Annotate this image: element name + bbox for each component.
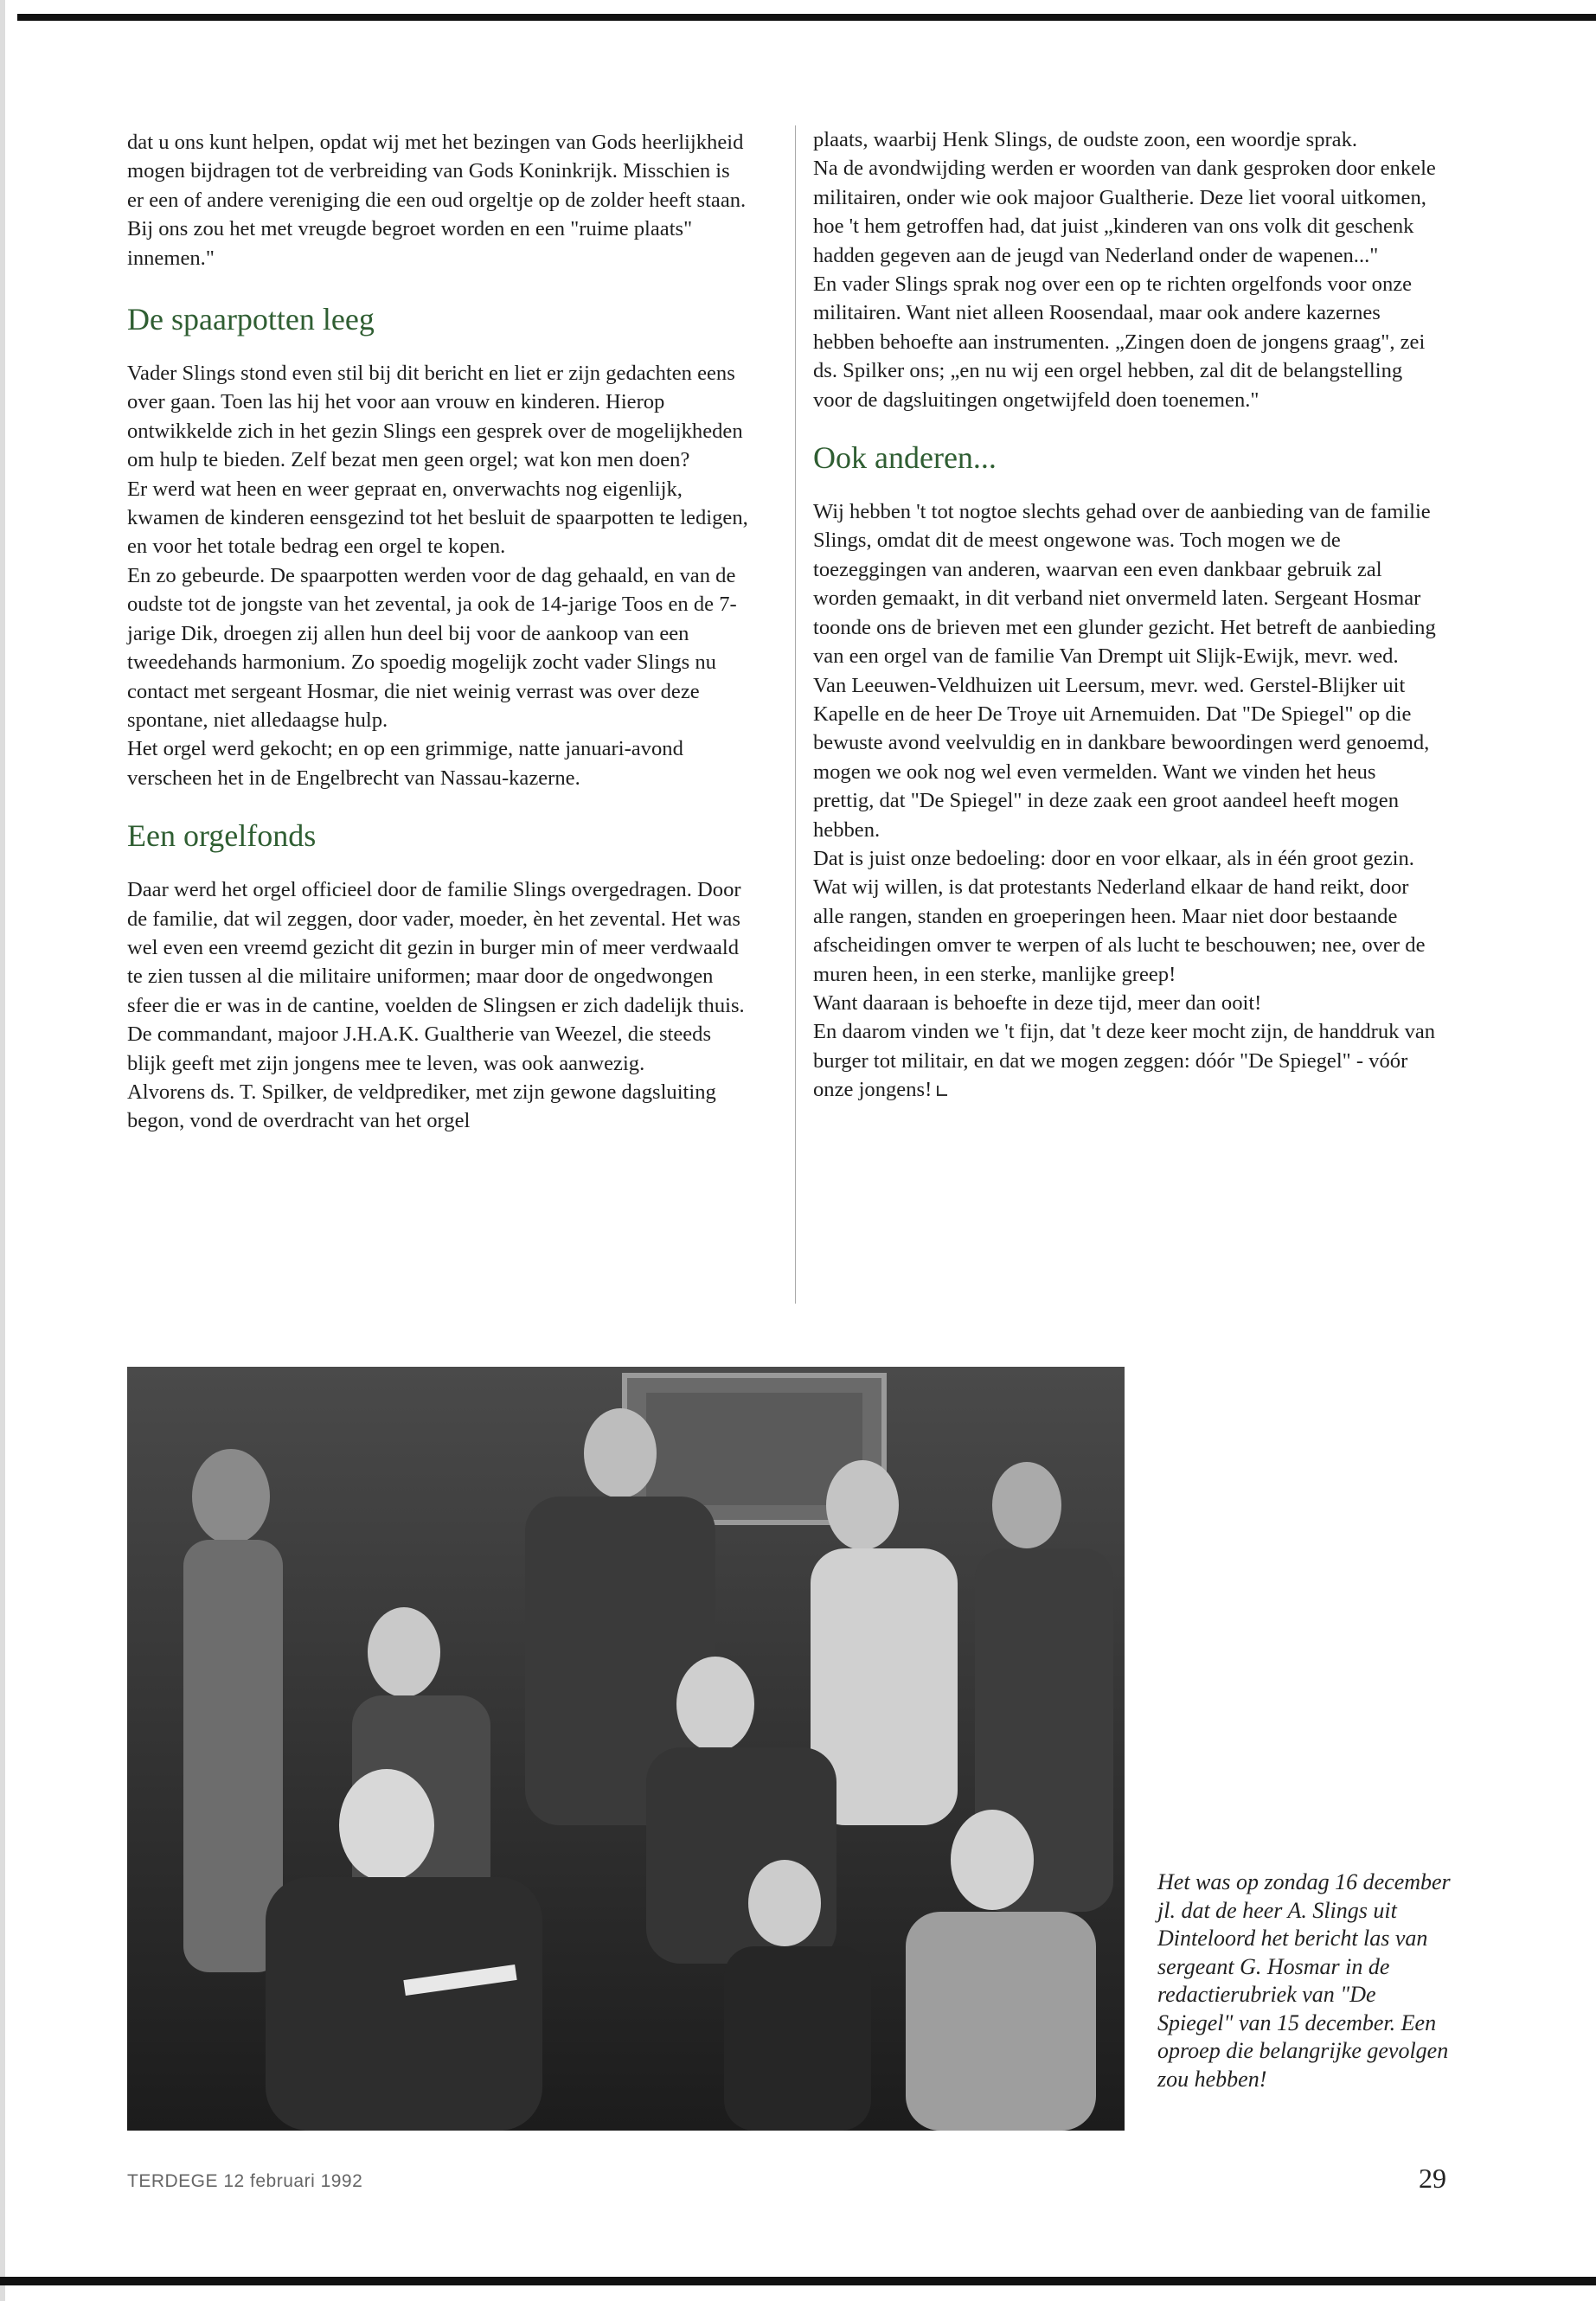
paragraph: En zo gebeurde. De spaarpotten werden voor de dag gehaald, en van de oudste tot de jongste van het zevental, ja ook de 14-jarige Toos en de 7-jarige Dik, droegen zij allen hun deel bij voor de aankoop van een tweedehands harmonium. Zo spoedig mogelijk zocht vader Slings nu contact met sergeant Hosmar, die niet weinig verrast was over deze spontane, niet alledaagse hulp. <box>127 563 737 732</box>
publication-footer: TERDEGE 12 februari 1992 <box>127 2171 363 2191</box>
heading-ook-anderen: Ook anderen... <box>813 440 997 476</box>
end-mark-icon <box>937 1086 947 1096</box>
closing-text: En daarom vinden we 't fijn, dat 't deze keer mocht zijn, de handdruk van burger tot militair, en dat we mogen zeggen: dóór "De Spiegel" - vóór onze jongens! <box>813 1020 1436 1102</box>
top-border <box>17 14 1596 21</box>
page-number: 29 <box>1419 2163 1446 2194</box>
paragraph: plaats, waarbij Henk Slings, de oudste zoon, een woordje sprak. <box>813 128 1358 151</box>
paragraph: En vader Slings sprak nog over een op te richten orgelfonds voor onze militairen. Want niet alleen Roosendaal, maar ook andere kazernes hebben behoefte aan instrumenten. „Zingen doen de jongens graag", zei ds. Spilker ons; „en nu wij een orgel hebben, zal dit de belangstelling voor de dagsluitingen ongetwijfeld doen toenemen." <box>813 272 1426 412</box>
bottom-border <box>0 2277 1596 2285</box>
paragraph: Het orgel werd gekocht; en op een grimmige, natte januari-avond verscheen het in de Engelbrecht van Nassau-kazerne. <box>127 737 683 790</box>
paragraph: Dat is juist onze bedoeling: door en voor elkaar, als in één groot gezin. Wat wij willen, is dat protestants Nederland elkaar de hand reikt, door alle rangen, standen en groeperingen heen. Maar niet door bestaande afscheidingen omver te werpen of als lucht te beschouwen; nee, over de muren heen, in een sterke, manlijke greep! <box>813 846 1426 986</box>
paragraph: Alvorens ds. T. Spilker, de veldprediker, met zijn gewone dagsluiting begon, vond de overdracht van het orgel <box>127 1080 716 1133</box>
family-photo <box>127 1367 1125 2131</box>
paragraph: De commandant, majoor J.H.A.K. Gualtherie van Weezel, die steeds blijk geeft met zijn jongens mee te leven, was ook aanwezig. <box>127 1022 712 1075</box>
right-column <box>813 125 1436 1105</box>
column-divider <box>795 125 796 1304</box>
heading-orgelfonds: Een orgelfonds <box>127 818 317 854</box>
paragraph: Er werd wat heen en weer gepraat en, onverwachts nog eigenlijk, kwamen de kinderen eensgezind tot het besluit de spaarpotten te ledigen, en voor het totale bedrag een orgel te kopen. <box>127 477 748 559</box>
paragraph: Na de avondwijding werden er woorden van dank gesproken door enkele militairen, onder wie ook majoor Gualtherie. Deze liet vooral uitkomen, hoe 't hem getroffen had, dat juist „kinderen van ons volk dit geschenk hadden gegeven aan de jeugd van Nederland onder de wapenen..." <box>813 157 1436 267</box>
family-photo-illustration <box>127 1367 1125 2131</box>
heading-spaarpotten: De spaarpotten leeg <box>127 302 375 337</box>
paragraph: Daar werd het orgel officieel door de familie Slings overgedragen. Door de familie, dat wil zeggen, door vader, moeder, èn het zevental. Het was wel even een vreemd gezicht dit gezin in burger min of meer verdwaald te zien tussen al die militaire uniformen; maar door de ongedwongen sfeer die er was in de cantine, voelden de Slingsen er zich dadelijk thuis. <box>127 878 745 1017</box>
left-column <box>127 128 748 1136</box>
paragraph: Vader Slings stond even stil bij dit bericht en liet er zijn gedachten eens over gaan. Toen las hij het voor aan vrouw en kinderen. Hierop ontwikkelde zich in het gezin Slings een gesprek over de mogelijkheden om hulp te bieden. Zelf bezat men geen orgel; wat kon men doen? <box>127 362 743 472</box>
scan-edge <box>0 0 5 2301</box>
left-intro-paragraph: dat u ons kunt helpen, opdat wij met het bezingen van Gods heerlijkheid mogen bijdragen tot de verbreiding van Gods Koninkrijk. Misschien is er een of andere vereniging die een oud orgeltje op de zolder heeft staan. Bij ons zou het met vreugde begroet worden en een "ruime plaats" innemen." <box>127 131 747 270</box>
closing-paragraph <box>813 1017 1436 1104</box>
paragraph: Wij hebben 't tot nogtoe slechts gehad over de aanbieding van de familie Slings, omdat dit de meest ongewone was. Toch mogen we de toezeggingen van anderen, waarvan een even dankbaar gebruik zal worden gemaakt, in dit verband niet onvermeld laten. Sergeant Hosmar toonde ons de brieven met een glunder gezicht. Het betreft de aanbieding van een orgel van de familie Van Drempt uit Slijk-Ewijk, mevr. wed. Van Leeuwen-Veldhuizen uit Leersum, mevr. wed. Gerstel-Blijker uit Kapelle en de heer De Troye uit Arnemuiden. Dat "De Spiegel" op die bewuste avond veelvuldig en in dankbare bewoordingen werd genoemd, mogen we ook nog wel even vermelden. Want we vinden het heus prettig, dat "De Spiegel" in deze zaak een groot aandeel heeft mogen hebben. <box>813 500 1436 842</box>
photo-caption: Het was op zondag 16 december jl. dat de heer A. Slings uit Dinteloord het bericht las van sergeant G. Hosmar in de redactierubriek van "De Spiegel" van 15 december. Een oproep die belangrijke gevolgen zou hebben! <box>1157 1869 1451 2092</box>
paragraph: Want daaraan is behoefte in deze tijd, meer dan ooit! <box>813 990 1262 1015</box>
